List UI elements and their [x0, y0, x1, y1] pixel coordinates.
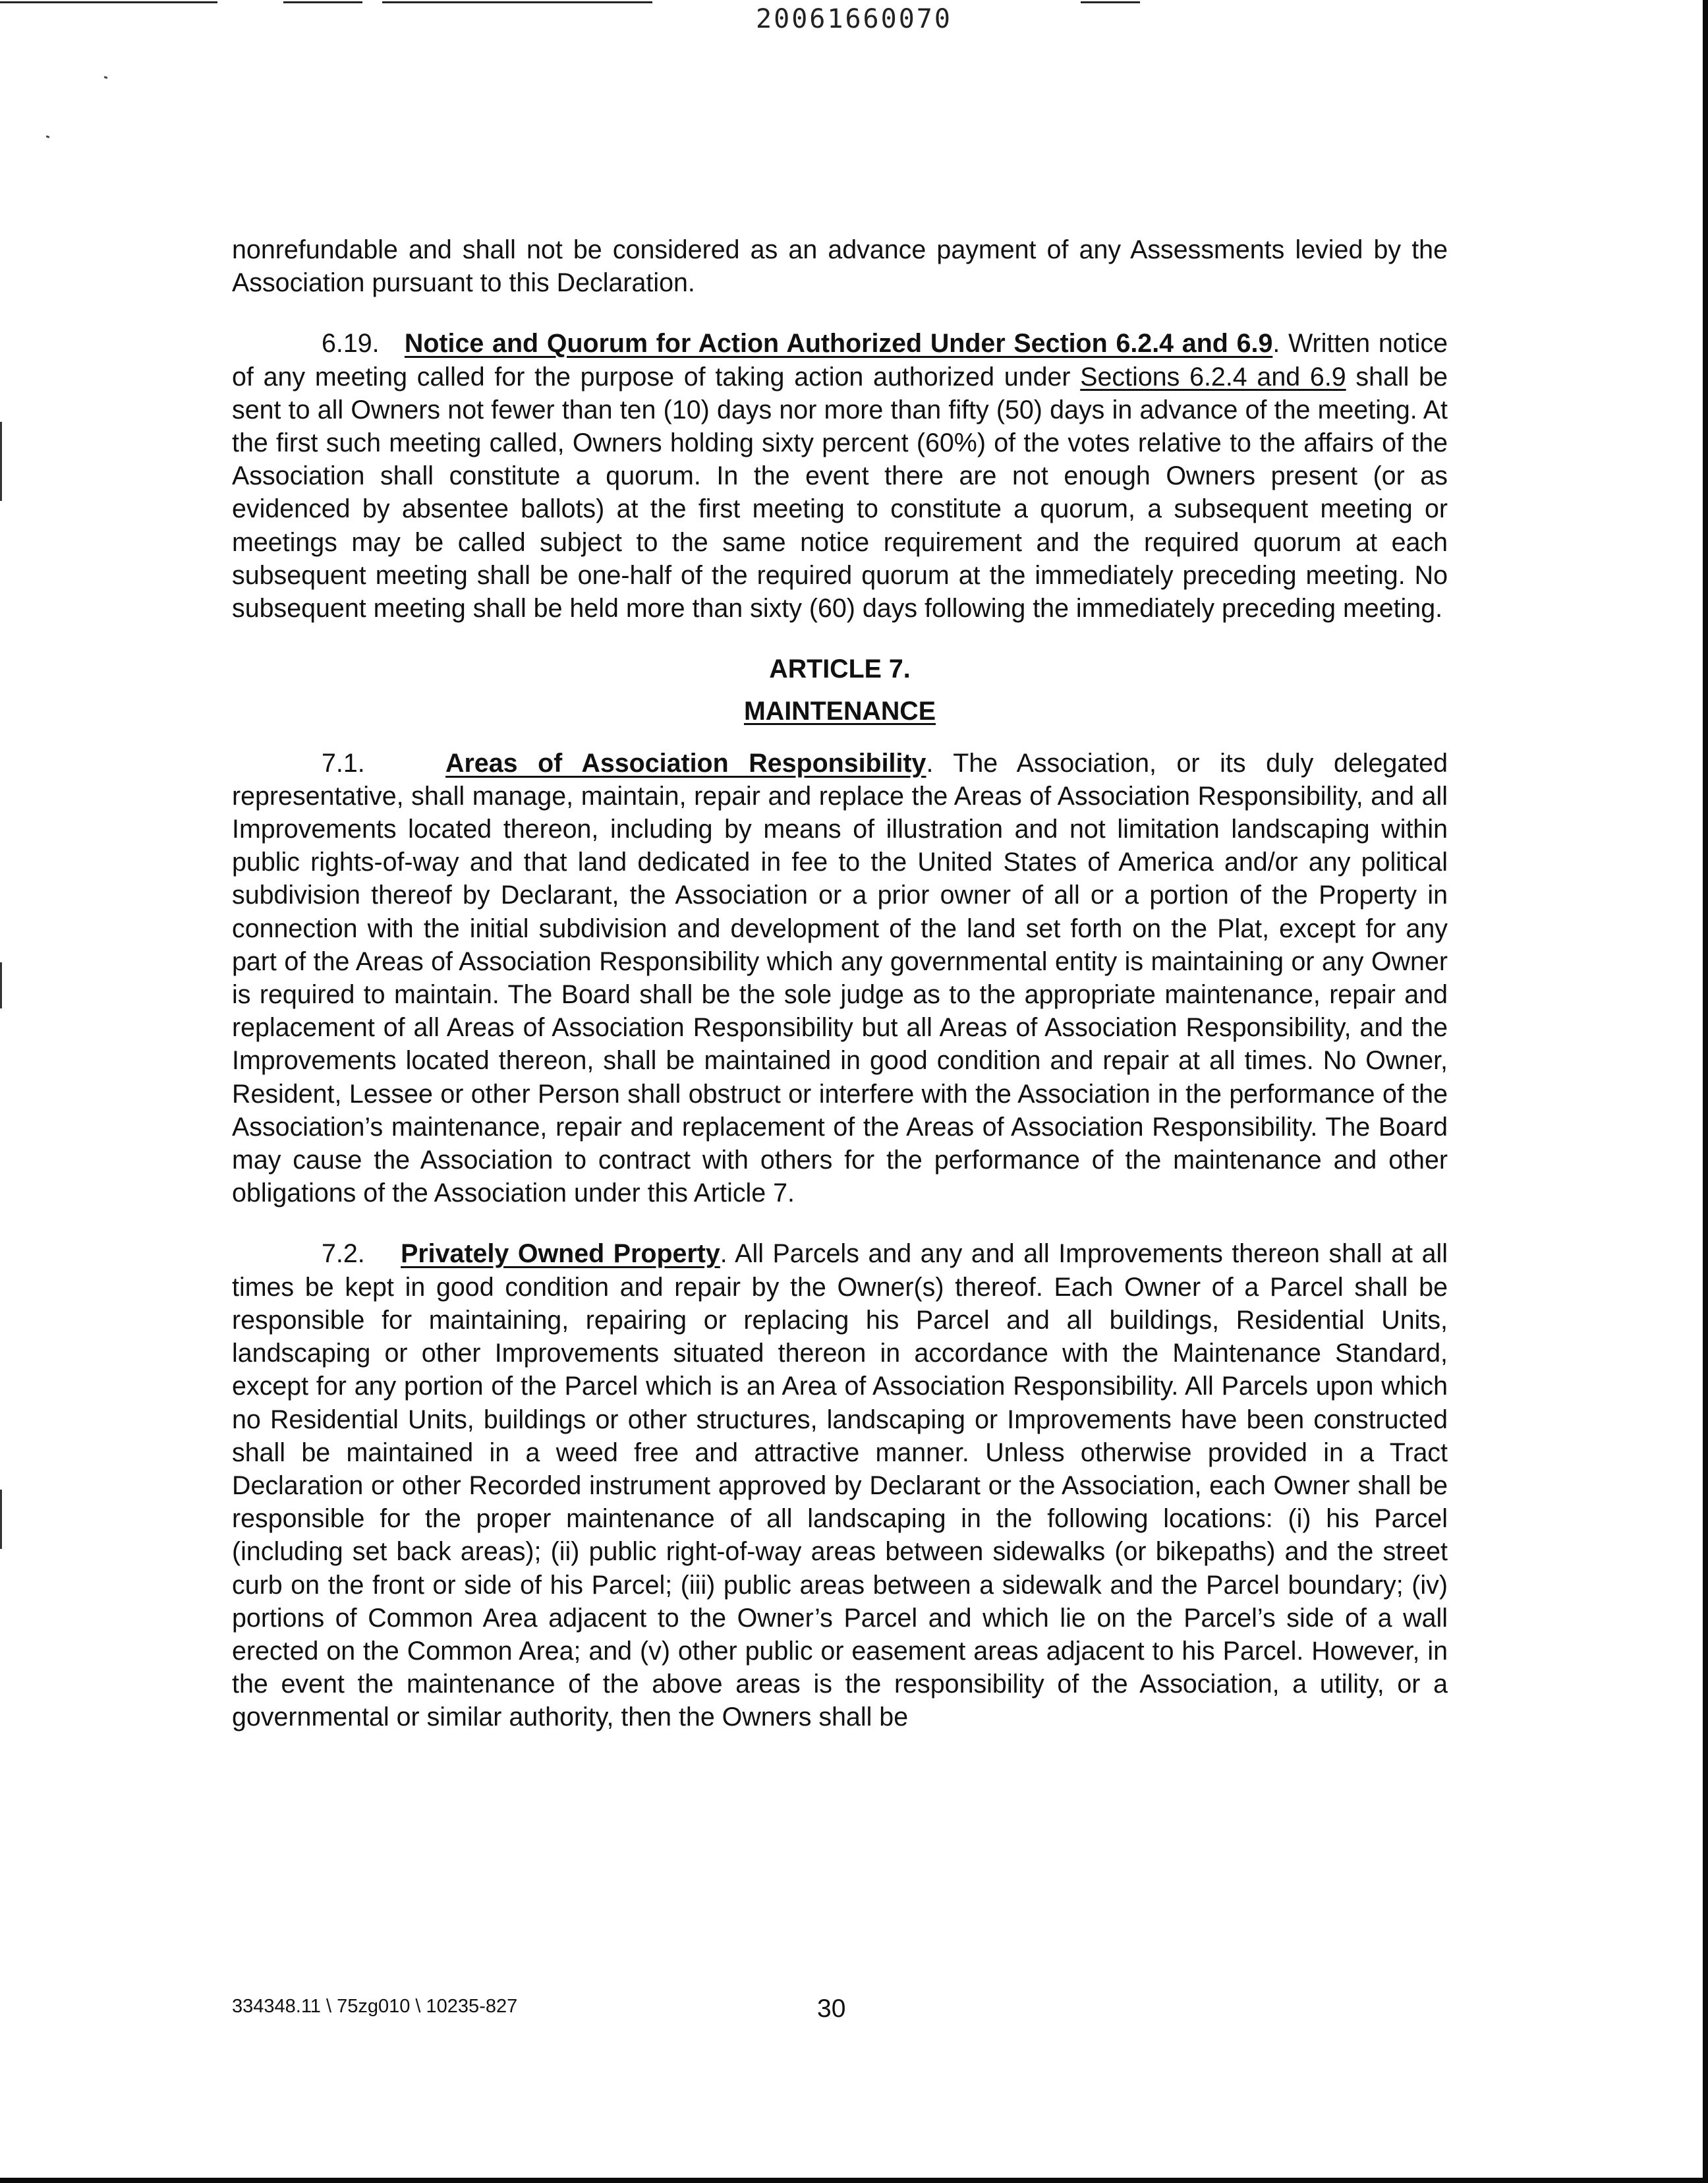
article-number: ARTICLE 7.	[769, 655, 911, 684]
section-text: The Association, or its duly delegated representative, shall manage, maintain, repair and replace the Areas of Association Responsibility, and all Improvements located thereon, including by means of illustration and not limitation landscaping within public rights-of-way and that land dedicated in fee to the United States of America and/or any political subdivision thereof by Declarant, the Association or a prior owner of all or a portion of the Property in connection with the initial subdivision and development of the land set forth on the Plat, except for any part of the Areas of Association Responsibility which any governmental entity is maintaining or any Owner is required to maintain. The Board shall be the sole judge as to the appropriate maintenance, repair and replacement of all Areas of Association Responsibility but all Areas of Association Responsibility, and the Improvements located thereon, shall be maintained in good condition and repair at all times. No Owner, Resident, Lessee or other Person shall obstruct or interfere with the Association in the performance of the Association’s maintenance, repair and replacement of the Areas of Association Responsibility. The Board may cause the Association to contract with others for the performance of the maintenance and other obligations of the Association under this Article 7.	[232, 748, 1448, 1208]
section-text: shall be sent to all Owners not fewer than ten (10) days nor more than fifty (50) days in advance of the meeting. At the first such meeting called, Owners holding sixty percent (60%) of the votes relative to the affairs of the Association shall constitute a quorum. In the event there are not enough Owners present (or as evidenced by absentee ballots) at the first meeting to constitute a quorum, a subsequent meeting or meetings may be called subject to the same notice requirement and the required quorum at each subsequent meeting shall be one-half of the required quorum at the immediately preceding meeting. No subsequent meeting shall be held more than sixty (60) days following the immediately preceding meeting.	[232, 362, 1448, 624]
section-number: 7.1.	[322, 748, 365, 778]
scan-speck	[46, 135, 50, 138]
scan-top-line	[0, 1, 217, 3]
section-heading: Areas of Association Responsibility	[445, 748, 926, 778]
article-title-text: MAINTENANCE	[743, 697, 936, 726]
article-title	[232, 695, 1448, 728]
scan-left-mark	[0, 1490, 2, 1549]
scan-top-line	[1081, 1, 1140, 3]
scan-top-line	[283, 1, 362, 3]
section-text: All Parcels and any and all Improvements thereon shall at all times be kept in good condition and repair by the Owner(s) thereof. Each Owner of a Parcel shall be responsible for maintaining, repairing or replacing his Parcel and all buildings, Residential Units, landscaping or other Improvements situated thereon in accordance with the Maintenance Standard, except for any portion of the Parcel which is an Area of Association Responsibility. All Parcels upon which no Residential Units, buildings or other structures, landscaping or Improvements have been constructed shall be maintained in a weed free and attractive manner. Unless otherwise provided in a Tract Declaration or other Recorded instrument approved by Declarant or the Association, each Owner shall be responsible for the proper maintenance of all landscaping in the following locations: (i) his Parcel (including set back areas); (ii) public right-of-way areas between sidewalks (or bikepaths) and the street curb on the front or side of his Parcel; (iii) public areas between a sidewalk and the Parcel boundary; (iv) portions of Common Area adjacent to the Owner’s Parcel and which lie on the Parcel’s side of a wall erected on the Common Area; and (v) other public or easement areas adjacent to his Parcel. However, in the event the maintenance of the above areas is the responsibility of the Association, a utility, or a governmental or similar authority, then the Owners shall be	[232, 1239, 1448, 1732]
section-number: 6.19.	[322, 329, 380, 359]
section-6-19: 6.19. Notice and Quorum for Action Authorized Under Section 6.2.4 and 6.9. Written notice of any meeting called for the purpose of taking action authorized under Sections 6.2.4 and 6.9 shall be sent to all Owners not fewer than ten (10) days nor more than fifty (50) days in advance of the meeting. At the first such meeting called, Owners holding sixty percent (60%) of the votes relative to the affairs of the Association shall constitute a quorum. In the event there are not enough Owners present (or as evidenced by absentee ballots) at the first meeting to constitute a quorum, a subsequent meeting or meetings may be called subject to the same notice requirement and the required quorum at each subsequent meeting shall be one-half of the required quorum at the immediately preceding meeting. No subsequent meeting shall be held more than sixty (60) days following the immediately preceding meeting.	[232, 329, 1448, 624]
scan-speck	[104, 76, 108, 79]
section-7-1: 7.1. Areas of Association Responsibility. The Association, or its duly delegated representative, shall manage, maintain, repair and replace the Areas of Association Responsibility, and all Improvements located thereon, including by means of illustration and not limitation landscaping within public rights-of-way and that land dedicated in fee to the United States of America and/or any political subdivision thereof by Declarant, the Association or a prior owner of all or a portion of the Property in connection with the initial subdivision and development of the land set forth on the Plat, except for any part of the Areas of Association Responsibility which any governmental entity is maintaining or any Owner is required to maintain. The Board shall be the sole judge as to the appropriate maintenance, repair and replacement of all Areas of Association Responsibility but all Areas of Association Responsibility, and the Improvements located thereon, shall be maintained in good condition and repair at all times. No Owner, Resident, Lessee or other Person shall obstruct or interfere with the Association in the performance of the Association’s maintenance, repair and replacement of the Areas of Association Responsibility. The Board may cause the Association to contract with others for the performance of the maintenance and other obligations of the Association under this Article 7.	[232, 748, 1448, 1208]
paragraph-continuation: nonrefundable and shall not be considered as an advance payment of any Assessments levied by the Association pursuant to this Declaration.	[232, 235, 1448, 298]
scan-bottom-edge	[0, 2178, 1708, 2183]
page-number: 30	[817, 1994, 846, 2023]
section-reference: Sections 6.2.4 and 6.9	[1080, 362, 1346, 392]
footer-document-id: 334348.11 \ 75zg010 \ 10235-827	[232, 1996, 518, 2017]
section-heading: Privately Owned Property	[401, 1239, 720, 1269]
section-heading: Notice and Quorum for Action Authorized Under Section 6.2.4 and 6.9	[404, 329, 1273, 359]
page-body	[232, 233, 1448, 1734]
document-number-stamp: 20061660070	[756, 4, 952, 34]
scan-left-mark	[0, 962, 2, 1008]
scan-top-line	[382, 1, 652, 3]
section-text: Written notice of any meeting called for the purpose of taking action authorized under	[232, 329, 1448, 392]
section-number: 7.2.	[322, 1239, 365, 1269]
scan-right-edge	[1703, 0, 1708, 2183]
section-7-2: 7.2. Privately Owned Property. All Parcels and any and all Improvements thereon shall at all times be kept in good condition and repair by the Owner(s) thereof. Each Owner of a Parcel shall be responsible for maintaining, repairing or replacing his Parcel and all buildings, Residential Units, landscaping or other Improvements situated thereon in accordance with the Maintenance Standard, except for any portion of the Parcel which is an Area of Association Responsibility. All Parcels upon which no Residential Units, buildings or other structures, landscaping or Improvements have been constructed shall be maintained in a weed free and attractive manner. Unless otherwise provided in a Tract Declaration or other Recorded instrument approved by Declarant or the Association, each Owner shall be responsible for the proper maintenance of all landscaping in the following locations: (i) his Parcel (including set back areas); (ii) public right-of-way areas between sidewalks (or bikepaths) and the street curb on the front or side of his Parcel; (iii) public areas between a sidewalk and the Parcel boundary; (iv) portions of Common Area adjacent to the Owner’s Parcel and which lie on the Parcel’s side of a wall erected on the Common Area; and (v) other public or easement areas adjacent to his Parcel. However, in the event the maintenance of the above areas is the responsibility of the Association, a utility, or a governmental or similar authority, then the Owners shall be	[232, 1239, 1448, 1732]
scan-left-mark	[0, 422, 2, 501]
